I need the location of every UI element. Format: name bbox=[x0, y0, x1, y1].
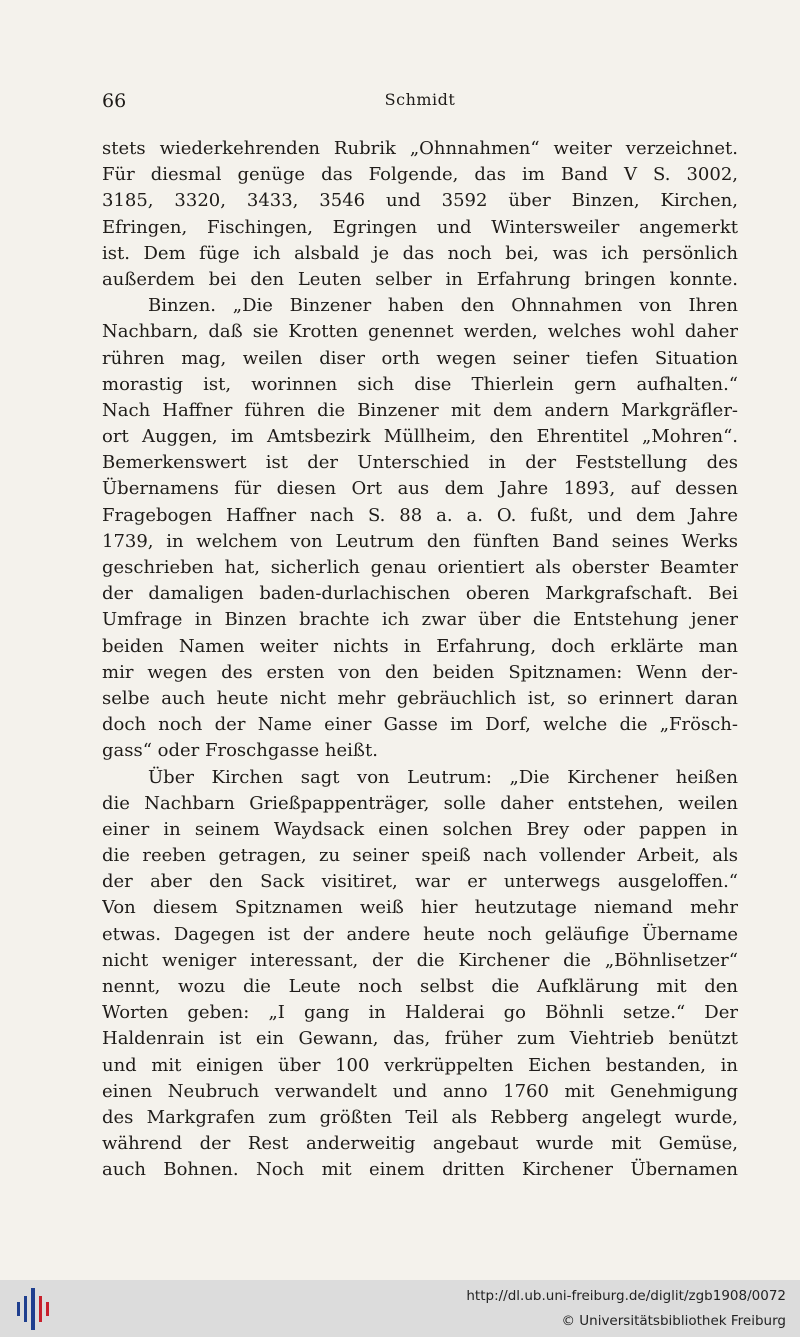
text-line: der damaligen baden-durlachischen oberen Markgrafschaft. Bei bbox=[102, 583, 738, 605]
text-line: beiden Namen weiter nichts in Erfahrung, doch erklärte man bbox=[102, 635, 738, 657]
running-title: Schmidt bbox=[384, 90, 456, 109]
page-header bbox=[102, 90, 738, 118]
copyright-notice: © Universitätsbibliothek Freiburg bbox=[561, 1313, 786, 1329]
library-footer bbox=[0, 1280, 800, 1337]
text-line: auch Bohnen. Noch mit einem dritten Kirchener Übernamen bbox=[102, 1159, 738, 1181]
text-line: stets wiederkehrenden Rubrik „Ohnnahmen“ weiter verzeichnet. bbox=[102, 138, 738, 159]
text-line: einer in seinem Waydsack einen solchen Brey oder pappen in bbox=[102, 818, 738, 840]
text-line: nennt, wozu die Leute noch selbst die Aufklärung mit den bbox=[102, 976, 738, 997]
library-logo-icon bbox=[14, 1288, 54, 1330]
text-line: 1739, in welchem von Leutrum den fünften Band seines Werks bbox=[102, 530, 738, 552]
page-number: 66 bbox=[102, 90, 127, 112]
text-line: Efringen, Fischingen, Egringen und Wintersweiler angemerkt bbox=[102, 216, 738, 238]
text-line: Fragebogen Haffner nach S. 88 a. a. O. fußt, und dem Jahre bbox=[102, 504, 738, 526]
text-line: doch noch der Name einer Gasse im Dorf, welche die „Frösch- bbox=[102, 714, 738, 736]
text-line: während der Rest anderweitig angebaut wurde mit Gemüse, bbox=[102, 1133, 738, 1155]
text-line: der aber den Sack visitiret, war er unterwegs ausgeloffen.“ bbox=[102, 871, 738, 893]
text-line: Umfrage in Binzen brachte ich zwar über die Entstehung jener bbox=[102, 609, 738, 631]
text-line: rühren mag, weilen diser orth wegen seiner tiefen Situation bbox=[102, 347, 738, 369]
text-line: nicht weniger interessant, der die Kirchener die „Böhnlisetzer“ bbox=[102, 949, 738, 971]
text-line: und mit einigen über 100 verkrüppelten Eichen bestanden, in bbox=[102, 1054, 738, 1076]
text-line: Für diesmal genüge das Folgende, das im Band V S. 3002, bbox=[102, 164, 738, 186]
text-line: Nachbarn, daß sie Krotten genennet werden, welches wohl daher bbox=[102, 321, 738, 343]
text-line: mir wegen des ersten von den beiden Spitznamen: Wenn der- bbox=[102, 661, 738, 683]
text-line: ort Auggen, im Amtsbezirk Müllheim, den Ehrentitel „Mohren“. bbox=[102, 426, 738, 448]
text-line: außerdem bei den Leuten selber in Erfahrung bringen konnte. bbox=[102, 268, 738, 290]
text-line: selbe auch heute nicht mehr gebräuchlich ist, so erinnert daran bbox=[102, 687, 738, 709]
text-line: ist. Dem füge ich alsbald je das noch bei, was ich persönlich bbox=[102, 242, 738, 264]
text-line: des Markgrafen zum größten Teil als Rebberg angelegt wurde, bbox=[102, 1106, 738, 1128]
text-line: Bemerkenswert ist der Unterschied in der Feststellung des bbox=[102, 452, 738, 474]
text-line: etwas. Dagegen ist der andere heute noch geläufige Übername bbox=[102, 923, 738, 945]
text-line: Von diesem Spitznamen weiß hier heutzutage niemand mehr bbox=[102, 897, 738, 919]
text-line: 3185, 3320, 3433, 3546 und 3592 über Binzen, Kirchen, bbox=[102, 190, 738, 212]
text-line: die Nachbarn Grießpappenträger, solle daher entstehen, weilen bbox=[102, 792, 738, 814]
text-line: gass“ oder Froschgasse heißt. bbox=[102, 740, 378, 762]
text-line: Über Kirchen sagt von Leutrum: „Die Kirchener heißen bbox=[148, 766, 738, 788]
source-url-link[interactable]: http://dl.ub.uni-freiburg.de/diglit/zgb1908/0072 bbox=[466, 1288, 786, 1304]
text-line: Haldenrain ist ein Gewann, das, früher zum Viehtrieb benützt bbox=[102, 1028, 738, 1050]
text-line: Übernamens für diesen Ort aus dem Jahre 1893, auf dessen bbox=[102, 478, 738, 500]
text-line: Nach Haffner führen die Binzener mit dem andern Markgräfler- bbox=[102, 399, 738, 421]
text-line: Worten geben: „I gang in Halderai go Böhnli setze.“ Der bbox=[102, 1002, 738, 1024]
text-line: morastig ist, worinnen sich dise Thierlein gern aufhalten.“ bbox=[102, 373, 738, 395]
text-line: geschrieben hat, sicherlich genau orientiert als oberster Beamter bbox=[102, 557, 738, 578]
body-text bbox=[102, 136, 738, 1184]
text-line: Binzen. „Die Binzener haben den Ohnnahmen von Ihren bbox=[148, 295, 738, 317]
text-line: die reeben getragen, zu seiner speiß nach vollender Arbeit, als bbox=[102, 845, 738, 867]
text-line: einen Neubruch verwandelt und anno 1760 mit Genehmigung bbox=[102, 1080, 738, 1102]
